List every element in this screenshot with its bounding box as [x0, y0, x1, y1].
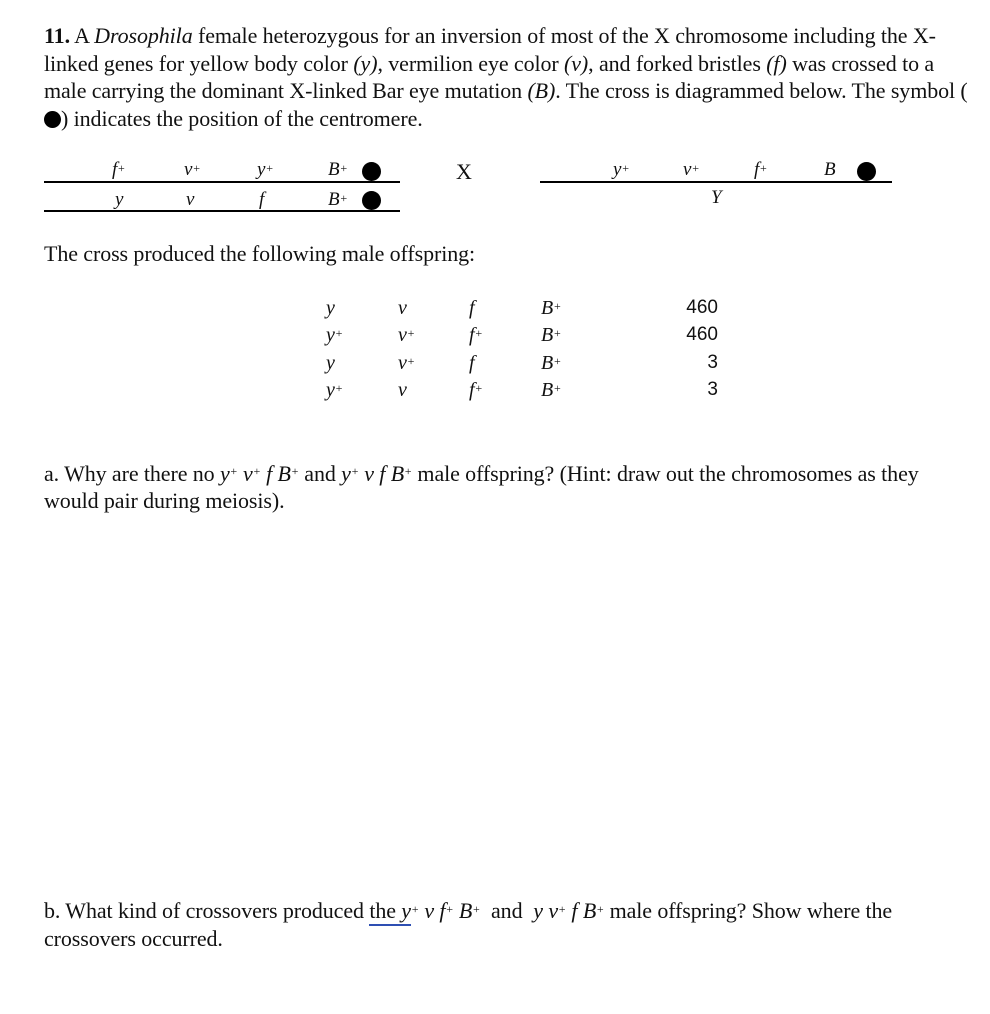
centromere-symbol-icon — [44, 111, 61, 128]
female-top-allele: f+ — [112, 159, 126, 180]
female-chromosome-line — [44, 210, 400, 212]
female-bottom-allele: B+ — [328, 189, 348, 210]
table-cell: f — [469, 352, 475, 374]
male-x-allele: B — [824, 159, 836, 180]
table-cell: y+ — [326, 379, 343, 401]
part-b-question: b. What kind of crossovers produced the y+ v f+ B+ and y v+ f B+ male offspring? Show where the crossovers occurred. — [44, 898, 893, 951]
centromere-icon — [362, 162, 381, 181]
y-chromosome-label: Y — [711, 187, 722, 208]
female-bottom-allele: f — [259, 189, 265, 210]
table-count: 460 — [686, 324, 718, 345]
table-cell: v — [398, 297, 407, 319]
question-11-text: 11. A Drosophila female heterozygous for an inversion of most of the X chromosome including the X-linked genes for yellow body color (y), vermilion eye color (v), and forked bristles (f) was crossed to a male carrying the dominant X-linked Bar eye mutation (B). The cross is diagrammed below. The symbol () indicates the position of the centromere. — [44, 23, 968, 131]
female-top-allele: y+ — [257, 159, 274, 180]
centromere-icon — [857, 162, 876, 181]
table-count: 3 — [707, 352, 718, 373]
female-bottom-allele: y — [115, 189, 124, 210]
table-cell: y+ — [326, 324, 343, 346]
part-a-question: a. Why are there no y+ v+ f B+ and y+ v f B+ male offspring? (Hint: draw out the chromosomes as they would pair during meiosis). — [44, 461, 919, 513]
table-count: 3 — [707, 379, 718, 400]
centromere-icon — [362, 191, 381, 210]
table-cell: B+ — [541, 324, 562, 346]
cross-symbol: X — [456, 159, 472, 184]
male-x-allele: f+ — [754, 159, 768, 180]
offspring-intro: The cross produced the following male offspring: — [44, 241, 476, 266]
table-cell: f+ — [469, 324, 483, 346]
table-cell: y — [326, 352, 335, 374]
table-count: 460 — [686, 297, 718, 318]
table-cell: B+ — [541, 352, 562, 374]
female-top-allele: v+ — [184, 159, 201, 180]
table-cell: v+ — [398, 324, 415, 346]
table-cell: y — [326, 297, 335, 319]
table-cell: v+ — [398, 352, 415, 374]
female-top-allele: B+ — [328, 159, 348, 180]
male-x-allele: v+ — [683, 159, 700, 180]
table-cell: f — [469, 297, 475, 319]
male-x-allele: y+ — [613, 159, 630, 180]
table-cell: B+ — [541, 379, 562, 401]
female-bottom-allele: v — [186, 189, 195, 210]
organism-name: Drosophila — [94, 23, 193, 48]
male-chromosome-line — [540, 181, 892, 183]
table-cell: v — [398, 379, 407, 401]
table-cell: f+ — [469, 379, 483, 401]
female-chromosome-line — [44, 181, 400, 183]
question-number: 11. — [44, 23, 70, 48]
table-cell: B+ — [541, 297, 562, 319]
